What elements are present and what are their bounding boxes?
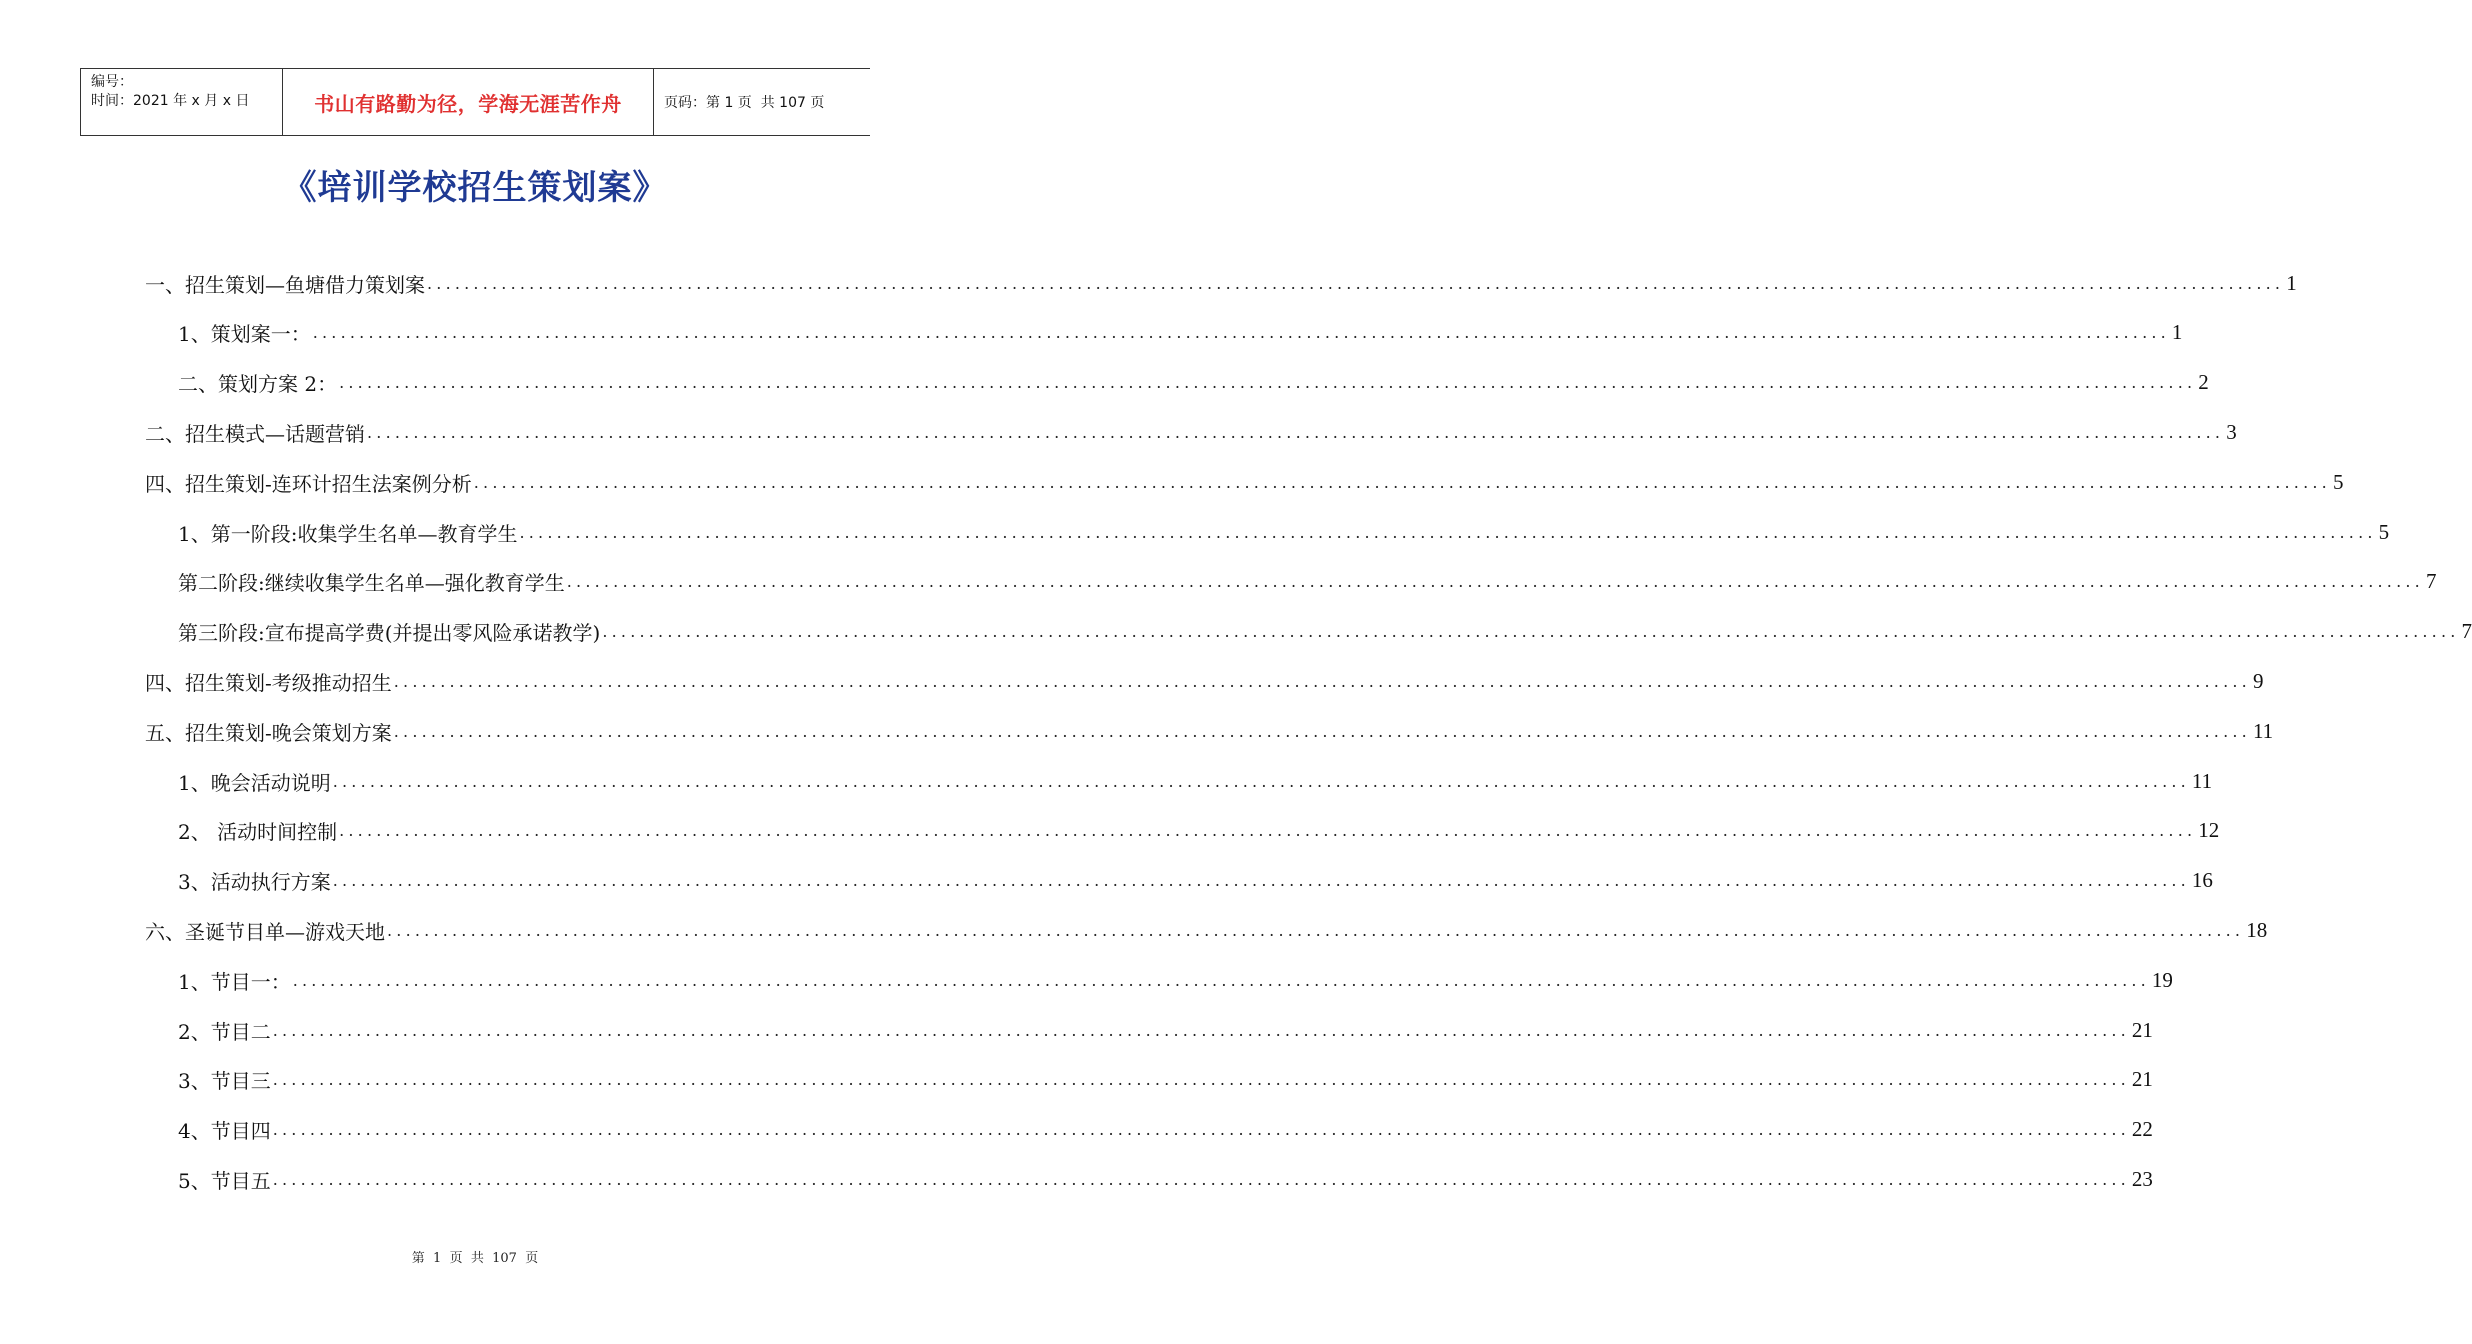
toc-dot-leader: ........................................................................................................................................................................................................	[312, 323, 2170, 343]
toc-dot-leader: ........................................................................................................................................................................................................	[272, 1169, 2130, 1189]
toc-entry[interactable]	[178, 811, 2220, 851]
toc-entry[interactable]	[145, 910, 2268, 950]
toc-entry-page: 11	[2191, 768, 2213, 793]
toc-entry[interactable]	[178, 960, 2173, 1000]
toc-dot-leader: ........................................................................................................................................................................................................	[272, 1070, 2130, 1090]
toc-entry-label: 1、策划案一：	[178, 322, 311, 347]
toc-entry-page: 23	[2131, 1166, 2153, 1191]
toc-entry[interactable]	[178, 512, 2390, 552]
toc-entry-page: 18	[2246, 917, 2268, 942]
toc-dot-leader: ........................................................................................................................................................................................................	[339, 821, 2197, 841]
toc-dot-leader: ........................................................................................................................................................................................................	[427, 273, 2285, 293]
toc-entry-label: 2、节目二	[178, 1019, 271, 1044]
toc-entry-label: 六、圣诞节目单—游戏天地	[145, 919, 385, 944]
toc-entry-page: 12	[2198, 818, 2220, 843]
toc-entry-page: 21	[2131, 1067, 2153, 1092]
toc-entry-label: 二、招生模式—话题营销	[145, 421, 365, 446]
toc-entry-page: 22	[2131, 1117, 2153, 1142]
header-meta	[80, 69, 282, 135]
toc-entry[interactable]	[178, 1110, 2153, 1150]
toc-entry-page: 11	[2252, 718, 2274, 743]
toc-entry-label: 四、招生策划-考级推动招生	[145, 670, 392, 695]
toc-entry[interactable]	[178, 313, 2183, 353]
toc-entry-page: 19	[2151, 967, 2173, 992]
toc-entry-page: 5	[2378, 519, 2390, 544]
toc-entry[interactable]	[178, 612, 2472, 652]
toc-dot-leader: ........................................................................................................................................................................................................	[292, 970, 2150, 990]
toc-entry[interactable]	[145, 711, 2274, 751]
toc-entry-page: 1	[2171, 320, 2183, 345]
toc-entry[interactable]	[145, 412, 2237, 452]
toc-entry-page: 16	[2191, 868, 2213, 893]
header-motto-cell	[282, 69, 654, 135]
toc-entry[interactable]	[178, 861, 2213, 901]
toc-entry-page: 7	[2461, 619, 2472, 644]
toc-entry-label: 1、晚会活动说明	[178, 770, 331, 795]
toc-dot-leader: ........................................................................................................................................................................................................	[393, 721, 2251, 741]
toc-entry-label: 2、 活动时间控制	[178, 820, 338, 845]
page-header	[80, 68, 870, 136]
toc-entry-page: 9	[2252, 668, 2264, 693]
toc-entry-page: 7	[2425, 569, 2437, 594]
toc-dot-leader: ........................................................................................................................................................................................................	[387, 920, 2245, 940]
toc-entry-label: 第三阶段:宣布提高学费(并提出零风险承诺教学)	[178, 621, 601, 646]
toc-entry-page: 21	[2131, 1017, 2153, 1042]
toc-dot-leader: ........................................................................................................................................................................................................	[602, 622, 2460, 642]
toc-entry[interactable]	[178, 1159, 2153, 1199]
toc-entry-label: 3、活动执行方案	[178, 870, 331, 895]
header-motto: 书山有路勤为径，学海无涯苦作舟	[314, 91, 622, 116]
toc-entry-page: 3	[2226, 419, 2237, 444]
toc-dot-leader: ........................................................................................................................................................................................................	[473, 472, 2331, 492]
toc-entry[interactable]	[145, 661, 2264, 701]
toc-entry[interactable]	[145, 263, 2297, 303]
document-title: 《培训学校招生策划案》	[282, 168, 668, 208]
toc-entry-label: 4、节目四	[178, 1119, 271, 1144]
time-label: 时间：2021 年 x 月 x 日	[91, 93, 250, 109]
toc-entry[interactable]	[178, 1010, 2153, 1050]
toc-dot-leader: ........................................................................................................................................................................................................	[367, 422, 2225, 442]
toc-dot-leader: ........................................................................................................................................................................................................	[519, 522, 2377, 542]
header-page-info-cell	[654, 69, 870, 135]
toc-entry[interactable]	[178, 562, 2437, 602]
toc-dot-leader: ........................................................................................................................................................................................................	[332, 871, 2190, 891]
header-page-info: 页码：第 1 页 共 107 页	[664, 95, 825, 111]
toc-entry-label: 四、招生策划-连环计招生法案例分析	[145, 471, 472, 496]
toc-entry-label: 一、招生策划—鱼塘借力策划案	[145, 272, 425, 297]
toc-entry[interactable]	[178, 363, 2209, 403]
toc-dot-leader: ........................................................................................................................................................................................................	[332, 771, 2190, 791]
toc-entry-label: 1、第一阶段:收集学生名单—教育学生	[178, 521, 518, 546]
toc-dot-leader: ........................................................................................................................................................................................................	[566, 572, 2424, 592]
toc-entry-label: 3、节目三	[178, 1069, 271, 1094]
toc-dot-leader: ........................................................................................................................................................................................................	[272, 1120, 2130, 1140]
number-label: 编号：	[91, 74, 133, 90]
toc-dot-leader: ........................................................................................................................................................................................................	[339, 373, 2197, 393]
toc-entry-page: 1	[2286, 270, 2297, 295]
toc-entry[interactable]	[178, 1060, 2153, 1100]
toc-entry-label: 第二阶段:继续收集学生名单—强化教育学生	[178, 571, 565, 596]
toc-entry-page: 2	[2198, 370, 2209, 395]
toc-entry-label: 五、招生策划-晚会策划方案	[145, 720, 392, 745]
toc-entry[interactable]	[178, 761, 2213, 801]
toc-dot-leader: ........................................................................................................................................................................................................	[272, 1020, 2130, 1040]
page-footer: 第 1 页 共 107 页	[411, 1251, 539, 1266]
toc-entry-page: 5	[2332, 469, 2344, 494]
toc-entry-label: 1、节目一：	[178, 969, 291, 994]
toc-dot-leader: ........................................................................................................................................................................................................	[393, 671, 2251, 691]
toc-entry-label: 二、策划方案 2：	[178, 372, 338, 397]
toc-entry[interactable]	[145, 462, 2344, 502]
toc-entry-label: 5、节目五	[178, 1168, 271, 1193]
